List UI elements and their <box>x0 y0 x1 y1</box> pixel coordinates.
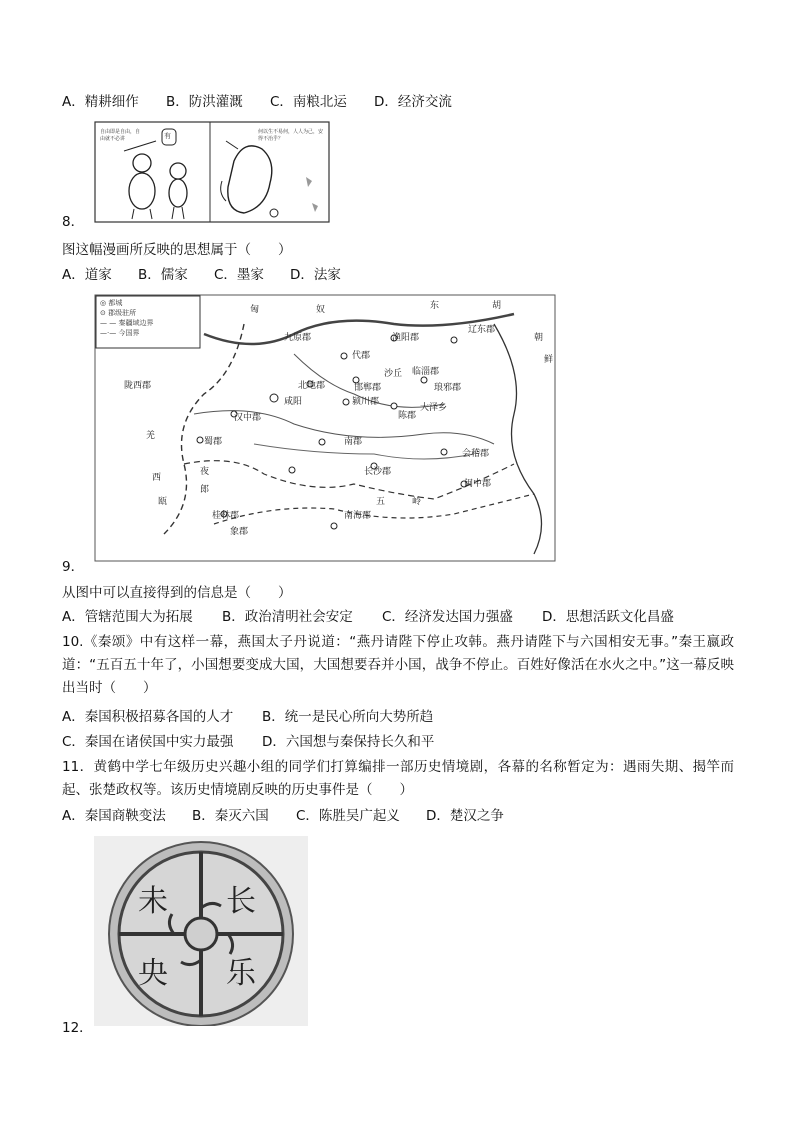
q7-option-c: C．南粮北运 <box>270 94 347 110</box>
map-label: 汉中郡 <box>234 413 262 423</box>
comic-right-caption: 何以生不易何，人人为己，安得不治乎？ <box>258 129 324 142</box>
q7-options <box>62 92 452 112</box>
q8-option-c: C．墨家 <box>214 267 264 283</box>
map-legend <box>100 298 153 338</box>
q12-number: 12． <box>62 1020 93 1036</box>
map-label: 岭 <box>412 497 422 507</box>
map-label: 五 <box>376 497 386 507</box>
seal-char-top-left: 未 <box>138 884 168 919</box>
map-label: 郎 <box>200 485 210 495</box>
q8-number: 8． <box>62 214 85 230</box>
map-label: 羌 <box>146 431 156 441</box>
map-label: 琅邪郡 <box>434 383 462 393</box>
map-label: 奴 <box>316 305 326 315</box>
map-label: 沙丘 <box>384 369 403 379</box>
map-label: 九原郡 <box>284 333 312 343</box>
q11-text: 11．黄鹤中学七年级历史兴趣小组的同学们打算编排一部历史情境剧，各幕的名称暂定为：遇雨失期、揭竿而起、张楚政权等。该历史情境剧反映的历史事件是（ ） <box>62 759 734 798</box>
q10-options-row2 <box>62 732 434 752</box>
q8-option-d: D．法家 <box>290 267 341 283</box>
q9-number: 9． <box>62 559 85 575</box>
q8-options <box>62 265 341 285</box>
q10-option-a: A．秦国积极招募各国的人才 <box>62 709 234 725</box>
q11-options <box>62 806 504 826</box>
q10-option-d: D．六国想与秦保持长久和平 <box>262 734 435 750</box>
map-label: 陈郡 <box>398 411 417 421</box>
map-label: 大泽乡 <box>420 403 448 413</box>
q9-stem: 从图中可以直接得到的信息是（ ） <box>62 585 292 601</box>
q11-option-b: B．秦灭六国 <box>192 808 269 824</box>
legend-commandery: ⊙ 郡级驻所 <box>100 309 137 317</box>
q9-map <box>94 294 556 562</box>
map-label: 匈 <box>250 305 260 315</box>
seal-char-top-right: 长 <box>226 884 256 919</box>
q8-option-b: B．儒家 <box>138 267 188 283</box>
q10-options-row1 <box>62 707 433 727</box>
q12-tile-image <box>94 836 308 1026</box>
map-label: 东 <box>430 301 440 311</box>
map-label: 朝 <box>534 333 544 343</box>
q11-option-d: D．楚汉之争 <box>426 808 504 824</box>
legend-modern-border: —·— 今国界 <box>100 329 140 337</box>
q7-option-b: B．防洪灌溉 <box>166 94 243 110</box>
comic-left-bubble: 有 <box>164 132 171 140</box>
map-label: 长沙郡 <box>364 467 392 477</box>
q8-stem: 图这幅漫画所反映的思想属于（ ） <box>62 242 292 258</box>
map-label: 辽东郡 <box>468 325 496 335</box>
q7-option-d: D．经济交流 <box>374 94 452 110</box>
q10-text: 10.《秦颂》中有这样一幕，燕国太子丹说道：“燕丹请陛下停止攻韩。燕丹请陛下与六国相安无事。”秦王嬴政道：“五百五十年了，小国想要变成大国，大国想要吞并小国，战争不停止。百姓好像活在水火之中。”这一幕反映出当时（ ） <box>62 634 734 696</box>
q11-option-a: A．秦国商鞅变法 <box>62 808 166 824</box>
map-label: 会稽郡 <box>462 449 490 459</box>
map-label: 邯郸郡 <box>354 383 382 393</box>
legend-qin-border: — — 秦疆域边界 <box>100 319 154 327</box>
legend-capital: ◎ 都城 <box>100 299 123 307</box>
map-label: 闽中郡 <box>464 479 492 489</box>
map-label: 西 <box>152 473 162 483</box>
q8-comic <box>94 121 330 223</box>
q9-option-c: C．经济发达国力强盛 <box>382 609 513 625</box>
map-label: 南海郡 <box>344 511 372 521</box>
map-label: 代郡 <box>352 351 371 361</box>
seal-char-bottom-right: 乐 <box>226 956 256 991</box>
map-label: 渔阳郡 <box>392 333 420 343</box>
q9-option-d: D．思想活跃文化昌盛 <box>542 609 674 625</box>
map-label: 陇西郡 <box>124 381 152 391</box>
q10-option-b: B．统一是民心所向大势所趋 <box>262 709 434 725</box>
seal-char-bottom-left: 央 <box>138 956 168 991</box>
map-label: 临淄郡 <box>412 367 440 377</box>
map-label: 北地郡 <box>298 381 326 391</box>
map-label: 胡 <box>492 301 502 311</box>
map-label: 咸阳 <box>284 397 303 407</box>
eaves-tile-illustration <box>94 836 308 1026</box>
q8-option-a: A．道家 <box>62 267 112 283</box>
map-label: 夜 <box>200 467 210 477</box>
q9-option-a: A．管辖范围大为拓展 <box>62 609 193 625</box>
comic-left-caption: 自由即是自由，自由就不必讲 <box>100 129 141 142</box>
map-label: 南郡 <box>344 437 363 447</box>
map-label: 鲜 <box>544 355 554 365</box>
map-label: 桂林郡 <box>212 511 240 521</box>
map-label: 瓯 <box>158 497 168 507</box>
q9-option-b: B．政治清明社会安定 <box>222 609 353 625</box>
q10-option-c: C．秦国在诸侯国中实力最强 <box>62 734 234 750</box>
q9-options <box>62 607 674 627</box>
map-label: 象郡 <box>230 527 249 537</box>
q7-option-a: A．精耕细作 <box>62 94 139 110</box>
map-label: 蜀郡 <box>204 437 223 447</box>
map-label: 颍川郡 <box>352 397 380 407</box>
q11-option-c: C．陈胜吴广起义 <box>296 808 400 824</box>
